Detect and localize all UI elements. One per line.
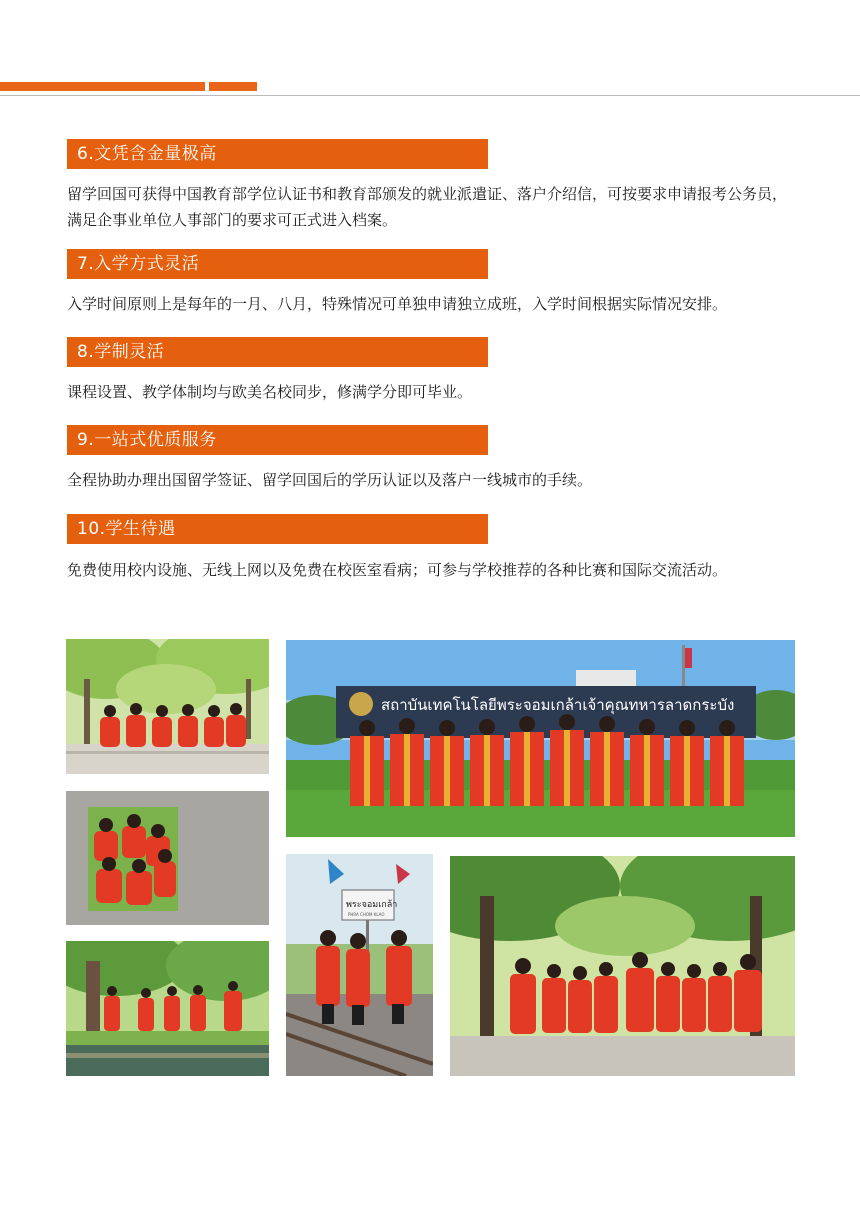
section-heading-10: 10.学生待遇 xyxy=(67,514,488,544)
photo-group-institute-sign xyxy=(286,640,795,837)
section-heading-9: 9.一站式优质服务 xyxy=(67,425,488,455)
section-heading-8: 8.学制灵活 xyxy=(67,337,488,367)
photo-group-tree-path xyxy=(450,856,795,1076)
top-rule xyxy=(0,95,860,96)
section-heading-6: 6.文凭含金量极高 xyxy=(67,139,488,169)
station-sign-subtext: PHRA CHOM KLAO xyxy=(348,912,385,917)
section-body-10: 免费使用校内设施、无线上网以及免费在校医室看病；可参与学校推荐的各种比赛和国际交流活动。 xyxy=(67,561,728,579)
institute-sign-text: สถาบันเทคโนโลยีพระจอมเกล้าเจ้าคุณทหารลาดกระบัง xyxy=(381,696,735,714)
station-sign-text: พระจอมเกล้า xyxy=(346,900,398,910)
accent-segment-short xyxy=(209,82,257,91)
section-body-9: 全程协助办理出国留学签证、留学回国后的学历认证以及落户一线城市的手续。 xyxy=(67,471,593,489)
section-heading-7: 7.入学方式灵活 xyxy=(67,249,488,279)
accent-segment-long xyxy=(0,82,205,91)
photo-group-railway xyxy=(286,854,433,1076)
section-body-8: 课程设置、教学体制均与欧美名校同步，修满学分即可毕业。 xyxy=(67,383,473,401)
photo-group-concrete-frame xyxy=(66,791,269,925)
section-body-7: 入学时间原则上是每年的一月、八月，特殊情况可单独申请独立成班，入学时间根据实际情况安排。 xyxy=(67,295,728,313)
section-body-6: 留学回国可获得中国教育部学位认证书和教育部颁发的就业派遣证、落户介绍信，可按要求申请报考公务员，满足企事业单位人事部门的要求可正式进入档案。 xyxy=(67,185,788,229)
photo-group-pond xyxy=(66,941,269,1076)
photo-group-sitting xyxy=(66,639,269,774)
